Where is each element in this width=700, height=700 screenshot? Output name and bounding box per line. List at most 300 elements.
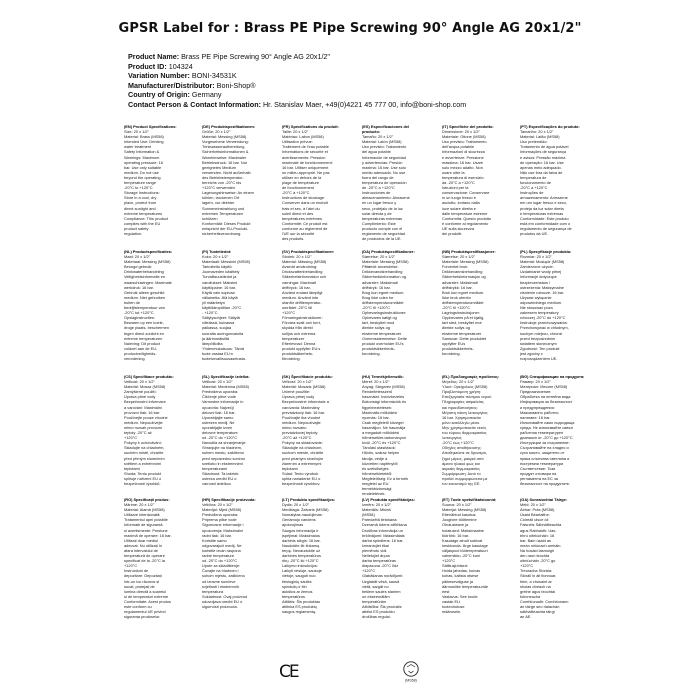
language-spec-line: sigurnosti proizvoda.	[202, 603, 238, 609]
language-spec-line: seco, protéjalo de la luz	[362, 205, 403, 211]
language-spec-line: Určené použitie:	[282, 389, 311, 395]
language-spec-line: asciutto, lontano dalla	[442, 200, 480, 206]
language-spec-line: Pokyny na skladovanie:	[282, 440, 323, 446]
language-spec-line: Uso pretendido:	[520, 139, 548, 145]
language-spec-line: του εύρους θερμοκρασίας	[442, 430, 487, 436]
language-spec-line: brīdinājumi: Maksimālais	[362, 532, 405, 538]
language-spec-line: -20°C a +120°C	[520, 185, 548, 191]
language-spec-block	[282, 374, 348, 486]
language-spec-line: vietā, sargāt no	[362, 583, 389, 589]
language-spec-line: conforme au règlement de	[282, 225, 328, 231]
language-spec-line: Opbevaringsinstruktioner:	[362, 310, 407, 316]
language-spec-line: και προειδοποιήσεις:	[442, 404, 478, 410]
recycling-label: (MS58)	[405, 678, 417, 683]
language-spec-line: dell'acqua potabile	[442, 144, 475, 150]
product-info-value: Brass PE Pipe Screwing 90° Angle AG 20x1/2"	[181, 52, 330, 61]
language-spec-line: en un lugar fresco y	[362, 200, 397, 206]
language-spec-line: Veiligheidsinformatie en	[124, 274, 166, 280]
language-spec-line: extreme temperatures	[124, 210, 163, 216]
language-spec-line: Store in a cool, dry	[124, 195, 157, 201]
language-spec-line: Utilisation prévue:	[282, 139, 313, 145]
language-spec-line: (MS58)	[362, 512, 375, 518]
language-spec-line: žiarením a extrémnymi	[282, 460, 322, 466]
language-spec-line: Größe: 20 x 1/2"	[202, 129, 231, 135]
language-spec-line: Drošības informācija un	[362, 527, 403, 533]
language-spec-line: Ettenähtud kasutus:	[442, 512, 477, 518]
language-spec-line: tirim, a chosaint ar	[520, 578, 552, 584]
language-spec-line: Používajte iba vhodné	[282, 414, 321, 420]
language-spec-line: place, protect from	[124, 200, 157, 206]
language-spec-line: förordning.	[282, 355, 301, 361]
language-spec-line: Saugos informacija ir	[282, 527, 319, 533]
language-spec-line: Joogivee töötlemine	[442, 517, 477, 523]
language-spec-line: temperaturer	[282, 335, 305, 341]
language-spec-line: Pokyny k uchovávání:	[124, 440, 162, 446]
language-spec-line: bezpečnosti výrobkov.	[282, 480, 321, 486]
language-spec-line: Drikkevannsbehandling	[442, 269, 483, 275]
language-spec-line: Zgodność: Ten produkt	[520, 345, 560, 351]
language-spec-line: upozorenja: Maksimalni	[202, 527, 243, 533]
language-spec-line: +120°C	[442, 558, 456, 564]
language-spec-line: suoralta auringonvalolta	[202, 330, 244, 336]
language-spec-line: Dzeramā ūdens attīrīšana	[362, 522, 407, 528]
language-spec-line: Materiál: Mosaz (MS58)	[124, 384, 166, 390]
language-spec-line: utanför drifttemperatur-	[282, 299, 322, 305]
language-spec-line: reglamento de seguridad	[362, 230, 406, 236]
language-spec-line: medio adecuado. No use	[362, 169, 406, 175]
language-spec-line: Méid: 20 x 1/2"	[520, 502, 546, 508]
language-spec-line: an táirge seo rialachán	[520, 603, 560, 609]
language-spec-line: Navodila za shranjevanje:	[202, 440, 247, 446]
language-spec-line: tørt, beskyttet mod	[362, 320, 395, 326]
language-spec-line: produktsikkerhets-	[442, 345, 474, 351]
language-spec-line: gréine agus teochtaí	[520, 588, 556, 594]
language-spec-line: käyttölämpötilan -20°C	[202, 305, 242, 311]
language-spec-line: Conformitate: Acest produs	[124, 598, 171, 604]
language-spec-line: Materiał: Mosiądz (MS58)	[520, 259, 565, 265]
language-spec-line: Atbilstība: Šis produkts	[362, 603, 402, 609]
language-spec-line: Tárolási utasítások:	[362, 445, 396, 451]
language-spec-line: екстремни температури	[520, 460, 564, 466]
language-spec-block	[520, 249, 586, 361]
language-spec-line: luce solare diretta e	[442, 205, 476, 211]
language-spec-line: suchym miejscu, chronić	[520, 330, 563, 336]
language-spec-line: Material: Mässing (MS58)	[282, 259, 327, 265]
language-spec-line: Comhlíonadh: Comhlíonann	[520, 598, 569, 604]
language-spec-line: rozporządzeniem UE.	[520, 355, 558, 361]
language-spec-line: frais et sec, à l'abri du	[282, 205, 320, 211]
language-spec-line: udovoljava uredbi EU o	[202, 598, 243, 604]
language-spec-line: Bezpečnostní informace	[124, 399, 166, 405]
language-spec-line: e avvertenze: Pressione	[442, 154, 484, 160]
language-spec-line: Gebruik alleen geschikt	[124, 289, 165, 295]
language-spec-line: usare oltre la	[442, 169, 465, 175]
language-spec-line: del agua potable	[362, 149, 391, 155]
language-spec-line: Čuvajte na hladnom i	[202, 568, 239, 574]
language-spec-line: rendeletének.	[362, 491, 386, 497]
product-info-key: Variation Number:	[128, 71, 190, 81]
language-spec-line: Laikymo instrukcijos:	[282, 563, 318, 569]
language-spec-line: eest	[442, 588, 450, 594]
language-spec-line: conservazione: Conservare	[442, 190, 490, 196]
language-spec-heading: (CS) Specifikace produktu:	[124, 374, 174, 379]
language-spec-line: da -20°C a +120°C	[442, 180, 475, 186]
language-spec-line: Priprema pitke vode	[202, 517, 237, 523]
language-spec-line: oibriúcháin -20°C go	[520, 558, 556, 564]
language-spec-line: verwenden. Nicht außerhalb	[202, 169, 251, 175]
language-spec-line: apenas meio adequado.	[520, 164, 562, 170]
language-spec-line: darba spiediens: 16 bar.	[362, 537, 404, 543]
language-spec-line: un milieu approprié. Ne pas	[282, 169, 330, 175]
language-spec-line: voldoet aan de EU-	[124, 345, 158, 351]
language-spec-line: работния температурен	[520, 430, 564, 436]
language-spec-line: bezpečnosti výrobků.	[124, 480, 161, 486]
language-spec-line: ustreza uredbi EU o	[202, 475, 237, 481]
language-spec-line: Megfelelőség: Ez a termék	[362, 475, 409, 481]
language-spec-heading: (BG) Спецификации на продукта:	[520, 374, 585, 379]
language-spec-line: Utilizați doar mediul	[124, 537, 158, 543]
language-spec-line: suchom mieste, chráňte	[282, 450, 324, 456]
language-spec-line: beyond the operating	[124, 174, 161, 180]
product-info-value: Germany	[191, 90, 222, 100]
language-spec-line: przed bezpośrednim	[520, 335, 556, 341]
language-spec-line: Turvallisuustiedot ja	[202, 274, 237, 280]
language-spec-line: tegen direct zonlicht en	[124, 330, 165, 336]
language-spec-line: și avertismente: Presiune	[124, 527, 168, 533]
language-spec-line: mimo rozsah provozní	[124, 424, 163, 430]
language-spec-line: Materiale: Ottone (MS58)	[442, 134, 486, 140]
language-spec-line: paikassa, suojaa	[202, 325, 231, 331]
language-spec-line: tiesioginių saulės	[282, 578, 312, 584]
language-spec-line: használjon. Ne használja	[362, 424, 406, 430]
language-spec-line: aukštos ar žemos	[282, 588, 313, 594]
language-spec-line: y advertencias: Presión	[362, 159, 403, 165]
language-spec-block	[520, 497, 586, 619]
language-spec-line: koristite izvan raspona	[202, 547, 241, 553]
language-spec-line: Förvaringsinstruktioner:	[282, 315, 323, 321]
language-spec-line: em um lugar fresco e seco,	[520, 200, 567, 206]
language-spec-line: soleil direct et des	[282, 210, 314, 216]
language-spec-line: varoitukset: Maksimi	[202, 279, 238, 285]
language-spec-line: suhom mjestu, zaštićeno	[202, 573, 245, 579]
language-spec-line: Geriamojo vandens	[282, 517, 316, 523]
language-spec-line: sábháilteachta táirgí	[520, 609, 555, 615]
language-spec-line: Csak megfelelő közeget	[362, 419, 404, 425]
language-spec-line: teplotami	[124, 465, 140, 471]
language-spec-line: Cóireáil uisce óil	[520, 517, 549, 523]
language-spec-line: agus Rabhaidh: Uas-	[520, 527, 557, 533]
language-spec-line: spindulių ir itin	[282, 583, 307, 589]
language-spec-line: Sigurnosne informacije i	[202, 522, 244, 528]
language-spec-line: Sukladnost: Ovaj proizvod	[202, 593, 248, 599]
product-info-block	[128, 52, 688, 110]
language-spec-line: temperatura di esercizio	[442, 174, 484, 180]
language-spec-line: termékbiztonsági	[362, 486, 392, 492]
language-spec-line: määrusele.	[442, 609, 462, 615]
language-spec-line: Tratamento de água potável	[520, 144, 569, 150]
language-spec-line: Materijal: Mjed (MS58)	[202, 507, 242, 513]
language-spec-line: Vorgesehene Verwendung:	[202, 139, 249, 145]
language-spec-line: productveiligheids-	[124, 350, 157, 356]
language-spec-line: bereichs von -20°C bis	[202, 180, 242, 186]
language-spec-line: Størrelse: 20 x 1/2"	[442, 254, 476, 260]
language-spec-line: saugos reglamentą.	[282, 609, 317, 615]
language-spec-line: keskkonda. Ärge kasutage	[442, 542, 488, 548]
language-spec-line: tuoteturvallisuusasetusta.	[202, 355, 246, 361]
language-spec-line: a megadott működési	[362, 430, 400, 436]
language-spec-line: Συμμόρφωση: Αυτό το	[442, 470, 481, 476]
language-spec-line: -20°C til +120°C	[362, 305, 391, 311]
language-spec-line: Stóráil in áit fionnuar,	[520, 573, 557, 579]
language-spec-heading: (ES) Especificaciones del producto:	[362, 124, 410, 135]
language-spec-line: Conformidade: Este produto	[520, 215, 569, 221]
language-spec-line: Drikkevandsbehandling	[362, 269, 403, 275]
product-info-row	[128, 100, 688, 110]
language-spec-line: Kasutage ainult sobivat	[442, 537, 483, 543]
language-spec-line: 16 bar. Χρησιμοποιείτε	[442, 414, 482, 420]
language-spec-line: Súlad: Tento výrobok	[282, 470, 319, 476]
language-spec-line: Používejte pouze vhodné	[124, 414, 168, 420]
language-spec-line: Samsvar: Dette produktet	[442, 335, 487, 341]
language-spec-line: meán oiriúnach amháin.	[520, 542, 562, 548]
language-spec-line: advarsler: Maksimalt	[362, 279, 398, 285]
language-spec-line: suhem mestu, zaščiteno	[202, 450, 244, 456]
language-spec-line: sicherheitsverordnung.	[202, 230, 242, 236]
language-spec-line: maximă de operare: 16 bar.	[124, 532, 172, 538]
language-spec-line: Informations de sécurité et	[282, 149, 328, 155]
language-spec-line: äärmuslike temperatuuride	[442, 583, 489, 589]
language-spec-line: Instrucciones de	[362, 190, 391, 196]
language-spec-line: Nie stosować poza	[520, 305, 553, 311]
language-spec-line: zakresem temperatury	[520, 310, 559, 316]
language-spec-line: hőmérsékletektől	[362, 470, 392, 476]
language-spec-line: Oppbevares på et kjølig,	[442, 315, 485, 321]
language-spec-line: uporabljajte izven	[202, 424, 233, 430]
language-spec-line: maximale de fonctionnement:	[282, 159, 333, 165]
language-spec-heading: (ET) Toote spetsifikatsioonid:	[442, 497, 497, 502]
language-spec-line: forordning.	[362, 350, 381, 356]
language-spec-line: direct sunlight and	[124, 205, 156, 211]
language-spec-line: Używać wyłącznie	[520, 294, 552, 300]
language-spec-block	[282, 497, 348, 614]
language-spec-line: Biztonsági információk és	[362, 399, 407, 405]
language-spec-line: +120°C	[124, 563, 138, 569]
language-spec-line: e avisos: Pressão máxima	[520, 154, 566, 160]
language-spec-line: ekstreme temperaturer	[442, 330, 482, 336]
language-spec-line: ribų -20°C iki +120°C	[282, 558, 319, 564]
product-info-row	[128, 62, 688, 72]
language-spec-line: verordening.	[124, 355, 146, 361]
language-spec-line: 16 bar. Utiliser uniquement	[282, 164, 329, 170]
language-spec-line: teploty -20°C až	[124, 430, 152, 436]
language-spec-line: vahemikku -20°C kuni	[442, 553, 480, 559]
language-spec-line: de fonctionnement	[282, 185, 315, 191]
language-spec-line: Traitement de l'eau potable	[282, 144, 329, 150]
language-spec-line: Izmantojiet tikai	[362, 542, 389, 548]
language-spec-line: darba temperatūras	[362, 558, 396, 564]
language-spec-line: lagern, vor direkter	[202, 200, 235, 206]
language-spec-line: Konformität: Dieses Produkt	[202, 220, 251, 226]
language-spec-line: droge plaats, beschermen	[124, 325, 169, 331]
language-spec-line: Conformité: Ce produit est	[282, 220, 328, 226]
language-spec-line: Przechowywać w chłodnym,	[520, 325, 569, 331]
language-spec-heading: (PL) Specyfikacje produktu:	[520, 249, 572, 254]
product-info-key: Contact Person & Contact Information:	[128, 99, 261, 109]
language-spec-line: Naleving: Dit product	[124, 340, 161, 346]
language-spec-line: сухо място, защитено от	[520, 450, 565, 456]
language-spec-line: Informații de siguranță	[124, 522, 163, 528]
language-spec-line: Upute za skladištenje:	[202, 563, 241, 569]
language-spec-line: atbilst ES produktu	[362, 609, 395, 615]
language-spec-line: entspricht der EU-Produkt-	[202, 225, 249, 231]
language-spec-line: tárolja, védje a	[362, 455, 388, 461]
language-spec-line: -20°C tot +120°C	[124, 310, 154, 316]
language-spec-line: está em conformidade com o	[520, 220, 571, 226]
language-spec-line: Materiaal: Messing (MS58)	[124, 259, 171, 265]
language-spec-line: Lagringsinstruksjoner:	[442, 310, 481, 316]
language-spec-line: pred neposredno sončno	[202, 455, 246, 461]
language-spec-line: jest zgodny z	[520, 350, 543, 356]
language-spec-line: produktsikkerheds-	[362, 345, 395, 351]
language-spec-line: Izmērs: 20 x 1/2"	[362, 502, 392, 508]
language-spec-line: +120°C	[282, 310, 296, 316]
language-spec-line: Materiāls: Misiņš	[362, 507, 391, 513]
language-spec-line: è conforme al regolamento	[442, 220, 489, 226]
language-spec-line: Úsáid Beartaithe:	[520, 512, 550, 518]
language-spec-line: fuera del rango de	[362, 174, 394, 180]
product-info-row	[128, 81, 688, 91]
language-spec-line: direkte sollys og	[362, 325, 390, 331]
language-spec-line: de -20°C a +120°C	[362, 185, 395, 191]
language-spec-line: specificat de la -20°C la	[124, 558, 165, 564]
language-spec-line: des produits.	[282, 236, 305, 242]
language-spec-line: продукт отговаря на	[520, 470, 557, 476]
product-info-key: Product ID:	[128, 61, 167, 71]
language-spec-line: od -20°C do +120°C	[202, 558, 238, 564]
language-spec-line: Dydis: 20 x 1/2"	[282, 502, 310, 508]
language-spec-line: tiešiem saules stariem	[362, 588, 401, 594]
language-spec-line: kohas, kaitsta otsese	[442, 573, 479, 579]
language-spec-line: Não use fora da faixa de	[520, 169, 563, 175]
language-spec-heading: (LV) Produkta specifikācijas:	[362, 497, 415, 502]
language-spec-line: prevádzkový tlak: 16 bar.	[282, 409, 326, 415]
language-spec-line: yli määritetyn	[202, 299, 225, 305]
language-spec-line: medium. Niet gebruiken	[124, 294, 166, 300]
language-spec-heading: (GA) Sonraíochtaí Táirge:	[520, 497, 568, 502]
language-spec-line: oppfyller EUs	[442, 340, 466, 346]
language-spec-line: varovania: Maximálny	[282, 404, 320, 410]
language-spec-line: Skladujte na chladnom,	[282, 445, 323, 451]
language-spec-line: vietoje, saugoti nuo	[282, 573, 316, 579]
language-spec-line: temperatura de	[520, 174, 547, 180]
language-spec-line: Hoida jahedas, kuivas	[442, 568, 481, 574]
language-spec-line: Treoracha Stórála:	[520, 568, 553, 574]
language-spec-line: ακραίες θερμοκρασίες	[442, 465, 481, 471]
language-spec-line: od izravne sunčeve	[202, 578, 236, 584]
language-spec-line: driftstemperaturområdet	[362, 299, 404, 305]
language-spec-line: sholas díreach na	[520, 583, 551, 589]
language-spec-line: și de temperaturi extreme	[124, 593, 169, 599]
language-spec-line: Glabāšanas norādījumi:	[362, 573, 404, 579]
language-spec-line: Laikyti vėsioje, sausoje	[282, 568, 322, 574]
language-spec-line: werkdruk: 16 bar.	[124, 284, 154, 290]
language-spec-line: driftstrykk: 16 bar.	[442, 284, 473, 290]
language-spec-line: geeignetes Medium	[202, 164, 236, 170]
language-spec-line: Zamierzone użycie:	[520, 264, 554, 270]
language-spec-line: Forventet bruk:	[442, 264, 469, 270]
language-spec-line: Beoogd gebruik:	[124, 264, 153, 270]
language-spec-line: Påtænkt anvendelse:	[362, 264, 399, 270]
language-spec-line: Μην χρησιμοποιείτε εκτός	[442, 424, 487, 430]
language-spec-line: Käytä vain sopivaa	[202, 289, 235, 295]
language-spec-line: massima: 16 bar. Usare	[442, 159, 484, 165]
language-spec-line: töörõhk: 16 bar.	[442, 532, 470, 538]
language-spec-line: Informações de segurança	[520, 149, 567, 155]
language-spec-line: e temperaturas extremas	[520, 210, 564, 216]
language-spec-heading: (LT) Produkto specifikacijos:	[282, 497, 336, 502]
language-spec-line: диапазон от -20°C до +120°C	[520, 435, 573, 441]
language-spec-line: Hűvös, száraz helyen	[362, 450, 400, 456]
language-spec-line: ja äärimmäisiltä	[202, 335, 230, 341]
product-info-row	[128, 71, 688, 81]
language-spec-line: temperature range	[124, 180, 157, 186]
language-spec-line: mimo rozsahu	[282, 424, 307, 430]
language-spec-line: päikesevalguse ja	[442, 578, 473, 584]
language-spec-line: Úprava pitnej vody	[282, 394, 315, 400]
language-spec-line: - +120°C	[202, 310, 218, 316]
language-spec-line: Intended Use: Drinking	[124, 139, 164, 145]
language-spec-line: Conformità: Questo prodotto	[442, 215, 492, 221]
language-spec-line: spĺňa nariadenie EU o	[282, 475, 321, 481]
language-spec-line: Предназначение:	[520, 389, 552, 395]
language-spec-line: Размер: 20 x 1/2"	[520, 379, 551, 385]
language-spec-line: Taille: 20 x 1/2"	[282, 129, 309, 135]
language-spec-line: Betriebsdruck: 16 bar. Nur	[202, 159, 248, 165]
language-spec-line: proteja da luz solar direta	[520, 205, 564, 211]
product-info-row	[128, 52, 688, 62]
language-spec-line: Material: Messing (MS58)	[202, 134, 247, 140]
language-spec-line: Προβλεπόμενη χρήση:	[442, 389, 482, 395]
language-spec-block	[442, 374, 508, 486]
language-spec-line: adecvat. Nu utilizați în	[124, 542, 163, 548]
language-spec-line: Paredzētā lietošana:	[362, 517, 398, 523]
language-spec-line: den raon teochta	[520, 553, 550, 559]
language-spec-line: Warnhinweise: Maximaler	[202, 154, 247, 160]
language-spec-line: buiten de	[124, 299, 141, 305]
language-spec-block	[202, 124, 268, 236]
language-spec-line: viileässä, kuivassa	[202, 320, 235, 326]
language-spec-line: használat: Ivóvízkezelés	[362, 394, 405, 400]
language-spec-line: produkt overholder EU's	[362, 340, 404, 346]
language-spec-line: product safety	[124, 225, 149, 231]
language-spec-line: advarsler: Maksimalt	[442, 279, 478, 285]
language-spec-block	[202, 249, 268, 361]
language-spec-line: Veľkosť: 20 x 1/2"	[282, 379, 313, 385]
language-spec-heading: (DA) Produktspecifikationer:	[362, 249, 415, 254]
language-spec-line: tooteohutuse	[442, 603, 465, 609]
language-spec-line: tuote vastaa EU:n	[202, 350, 233, 356]
language-spec-line: temperatura	[202, 588, 223, 594]
language-spec-line: +120°C verwenden	[202, 185, 236, 191]
language-spec-line: Úprava pitné vody	[124, 394, 156, 400]
language-spec-line: megfelel az EU	[362, 480, 389, 486]
language-spec-line: väljaspool töötemperatuuri	[442, 547, 488, 553]
language-spec-line: před přímým slunečním	[124, 455, 165, 461]
language-spec-line: delovne temperature	[202, 430, 238, 436]
language-spec-line: atitinka ES produktų	[282, 603, 317, 609]
product-info-row	[128, 90, 688, 100]
language-spec-line: ekstreme temperaturer	[362, 330, 402, 336]
